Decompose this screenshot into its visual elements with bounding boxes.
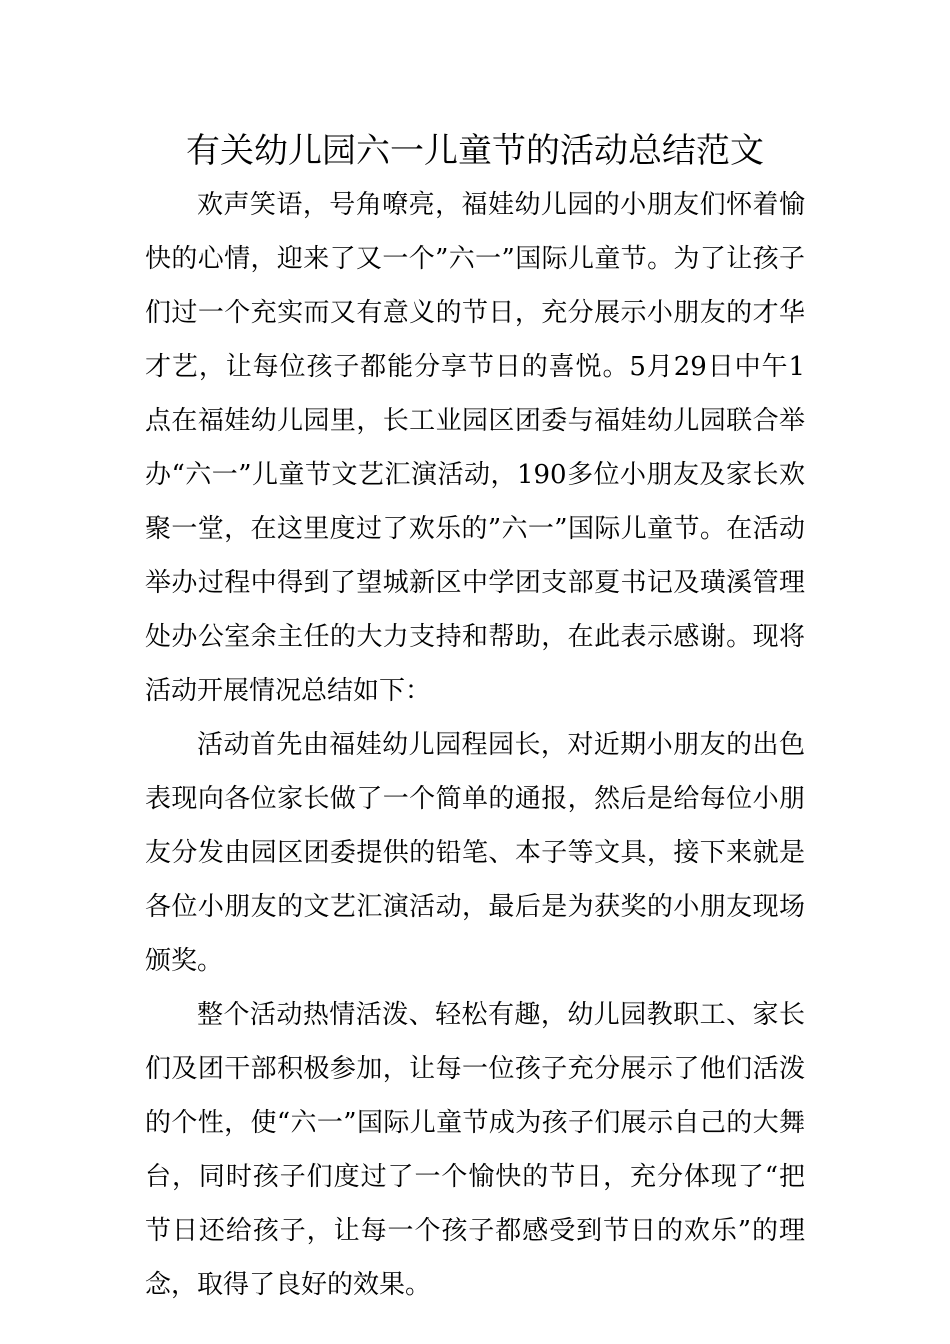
paragraph-1: 欢声笑语，号角嘹亮，福娃幼儿园的小朋友们怀着愉快的心情，迎来了又一个”六一”国际儿童节。为了让孩子们过一个充实而又有意义的节日，充分展示小朋友的才华才艺，让每位孩子都能分享节日的喜悦。5月29日中午1点在福娃幼儿园里，长工业园区团委与福娃幼儿园联合举办“六一”儿童节文艺汇演活动，190多位小朋友及家长欢聚一堂，在这里度过了欢乐的”六一”国际儿童节。在活动举办过程中得到了望城新区中学团支部夏书记及璜溪管理处办公室余主任的大力支持和帮助，在此表示感谢。现将活动开展情况总结如下： bbox=[145, 190, 805, 706]
document-body bbox=[145, 178, 805, 1312]
paragraph-2: 活动首先由福娃幼儿园程园长，对近期小朋友的出色表现向各位家长做了一个简单的通报，然后是给每位小朋友分发由园区团委提供的铅笔、本子等文具，接下来就是各位小朋友的文艺汇演活动，最后是为获奖的小朋友现场颁奖。 bbox=[145, 730, 805, 976]
document-title: 有关幼儿园六一儿童节的活动总结范文 bbox=[186, 131, 764, 171]
paragraph-3: 整个活动热情活泼、轻松有趣，幼儿园教职工、家长们及团干部积极参加，让每一位孩子充分展示了他们活泼的个性，使“六一”国际儿童节成为孩子们展示自己的大舞台，同时孩子们度过了一个愉快的节日，充分体现了“把节日还给孩子，让每一个孩子都感受到节日的欢乐”的理念，取得了良好的效果。 bbox=[145, 1000, 805, 1300]
